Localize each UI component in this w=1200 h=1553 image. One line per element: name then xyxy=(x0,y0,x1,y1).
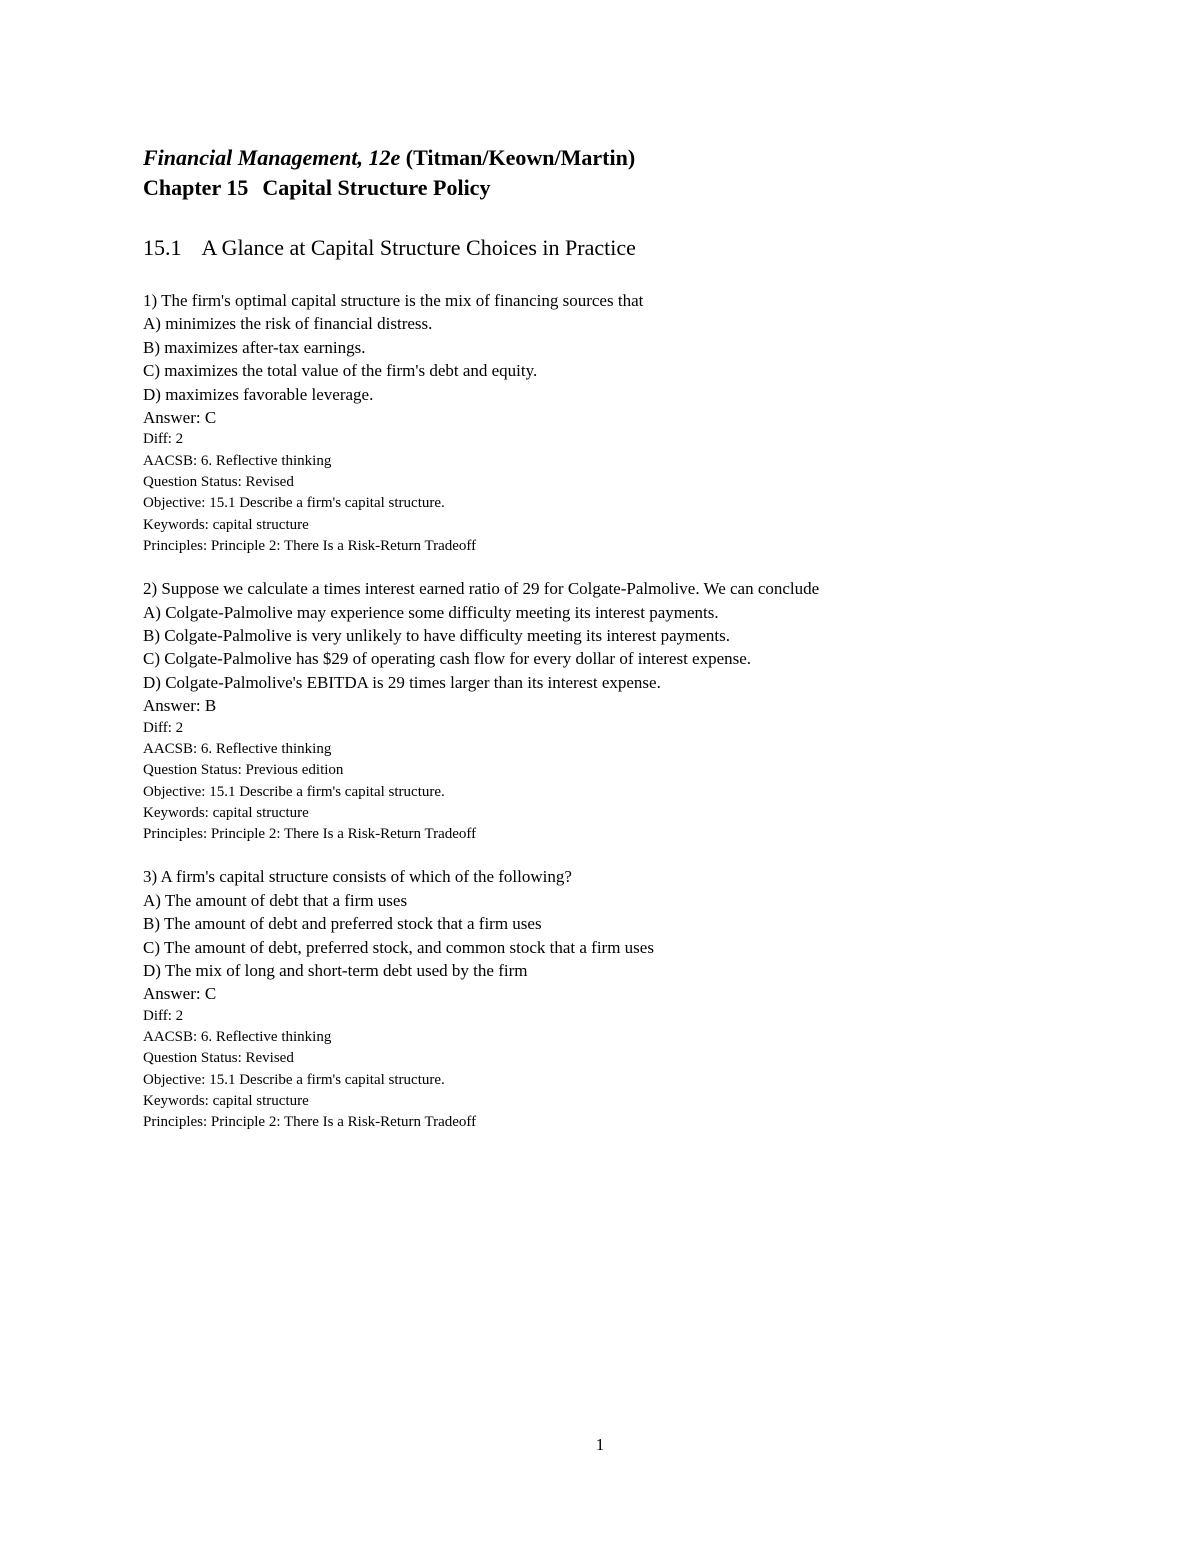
section-name: A Glance at Capital Structure Choices in Practice xyxy=(201,235,636,260)
option-d: D) maximizes favorable leverage. xyxy=(143,384,374,404)
question-2 xyxy=(143,577,1143,845)
objective-line: Objective: 15.1 Describe a firm's capital structure. xyxy=(143,783,445,800)
page-number: 1 xyxy=(595,1435,605,1454)
status-line: Question Status: Revised xyxy=(143,1050,294,1067)
option-b: B) Colgate-Palmolive is very unlikely to have difficulty meeting its interest payments. xyxy=(143,626,731,646)
book-title-name: Financial Management, 12e xyxy=(143,145,401,170)
principles-line: Principles: Principle 2: There Is a Risk-Return Tradeoff xyxy=(143,1114,477,1131)
option-d: D) Colgate-Palmolive's EBITDA is 29 times larger than its interest expense. xyxy=(143,672,661,692)
keywords-line: Keywords: capital structure xyxy=(143,1093,309,1110)
book-title xyxy=(143,143,1143,173)
book-title-authors: (Titman/Keown/Martin) xyxy=(405,145,636,170)
option-c: C) The amount of debt, preferred stock, and common stock that a firm uses xyxy=(143,937,654,957)
option-a: A) The amount of debt that a firm uses xyxy=(143,890,408,910)
principles-line: Principles: Principle 2: There Is a Risk-Return Tradeoff xyxy=(143,826,477,843)
option-b: B) The amount of debt and preferred stock that a firm uses xyxy=(143,914,542,934)
keywords-line: Keywords: capital structure xyxy=(143,516,309,533)
diff-line: Diff: 2 xyxy=(143,431,184,448)
principles-line: Principles: Principle 2: There Is a Risk-Return Tradeoff xyxy=(143,537,477,554)
answer-line: Answer: C xyxy=(143,984,217,1004)
answer-line: Answer: C xyxy=(143,408,217,428)
answer-line: Answer: B xyxy=(143,696,217,716)
diff-line: Diff: 2 xyxy=(143,1007,184,1024)
option-c: C) Colgate-Palmolive has $29 of operating cash flow for every dollar of interest expense. xyxy=(143,649,752,669)
aacsb-line: AACSB: 6. Reflective thinking xyxy=(143,740,332,757)
section-number: 15.1 xyxy=(143,235,182,260)
option-a: A) Colgate-Palmolive may experience some difficulty meeting its interest payments. xyxy=(143,602,719,622)
section-heading xyxy=(143,233,1143,263)
keywords-line: Keywords: capital structure xyxy=(143,804,309,821)
option-c: C) maximizes the total value of the firm's debt and equity. xyxy=(143,361,538,381)
question-1 xyxy=(143,289,1143,557)
option-b: B) maximizes after-tax earnings. xyxy=(143,337,366,357)
page-content xyxy=(143,143,1143,1134)
option-d: D) The mix of long and short-term debt used by the firm xyxy=(143,961,528,981)
question-stem: 2) Suppose we calculate a times interest earned ratio of 29 for Colgate-Palmolive. We can conclude xyxy=(143,579,820,599)
question-stem: 1) The firm's optimal capital structure is the mix of financing sources that xyxy=(143,291,644,310)
question-stem: 3) A firm's capital structure consists of which of the following? xyxy=(143,867,572,887)
status-line: Question Status: Revised xyxy=(143,474,294,491)
chapter-title xyxy=(143,173,1143,203)
question-3 xyxy=(143,865,1143,1133)
chapter-name: Capital Structure Policy xyxy=(262,175,491,200)
aacsb-line: AACSB: 6. Reflective thinking xyxy=(143,452,332,469)
chapter-label: Chapter 15 xyxy=(143,175,249,200)
option-a: A) minimizes the risk of financial distress. xyxy=(143,314,433,334)
status-line: Question Status: Previous edition xyxy=(143,762,344,779)
aacsb-line: AACSB: 6. Reflective thinking xyxy=(143,1029,332,1046)
diff-line: Diff: 2 xyxy=(143,719,184,736)
objective-line: Objective: 15.1 Describe a firm's capital structure. xyxy=(143,495,445,512)
objective-line: Objective: 15.1 Describe a firm's capital structure. xyxy=(143,1071,445,1088)
